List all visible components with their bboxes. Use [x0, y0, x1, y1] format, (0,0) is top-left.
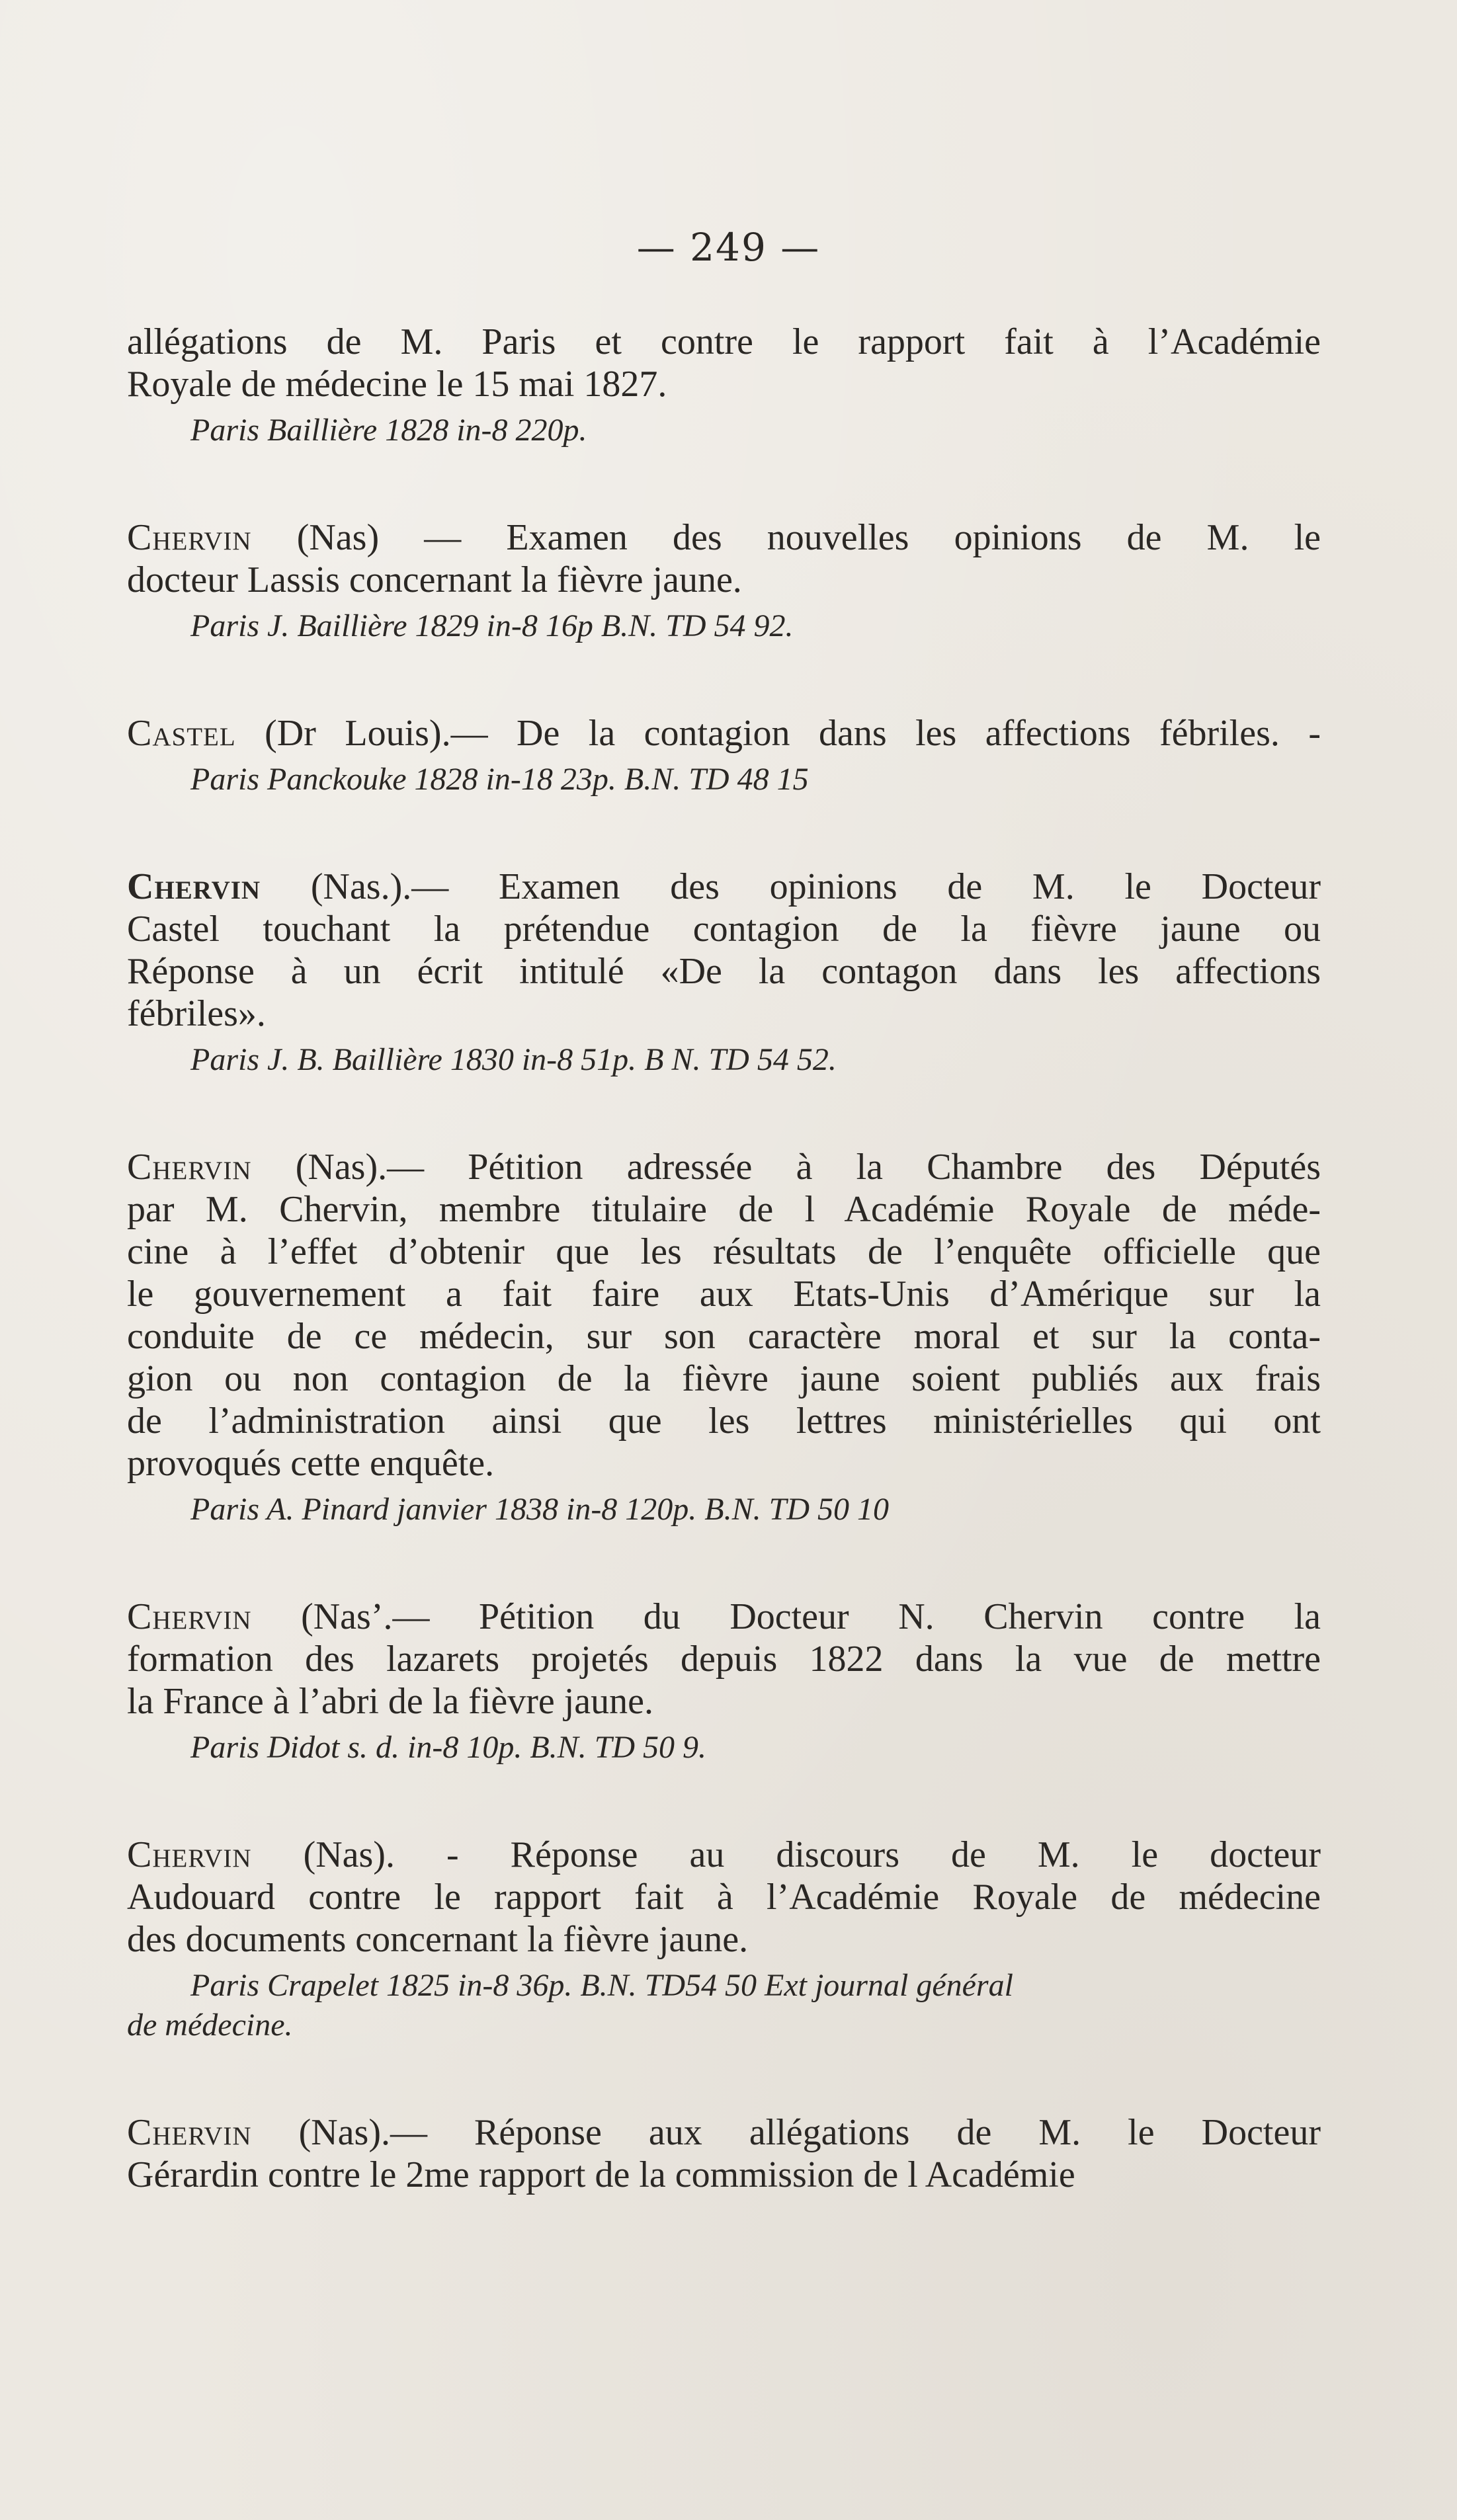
entry-title: (Nas). - Réponse au discours de M. le docteur: [303, 1834, 1321, 1875]
entry-imprint: Paris Didot s. d. in-8 10p. B.N. TD 50 9.: [190, 1730, 707, 1765]
entry-imprint: Paris Baillière 1828 in-8 220p.: [190, 413, 587, 448]
entry-text-line: [127, 866, 1321, 908]
entry-text-line: conduite de ce médecin, sur son caractère moral et sur la conta-: [127, 1316, 1321, 1357]
entry-text-line: [127, 712, 1321, 754]
entry-title: (Nas.).— Examen des opinions de M. le Docteur: [310, 866, 1321, 907]
entry-text-line: provoqués cette enquête.: [127, 1443, 495, 1484]
entry-text-line: le gouvernement a fait faire aux Etats-Unis d’Amérique sur la: [127, 1274, 1321, 1315]
bibliography-entry: [127, 321, 1321, 450]
entry-text-line: Royale de médecine le 15 mai 1827.: [127, 364, 667, 405]
entry-title: (Nas) — Examen des nouvelles opinions de M. le: [296, 517, 1321, 558]
entry-text-line: Réponse à un écrit intitulé «De la contagon dans les affections: [127, 951, 1321, 992]
entry-imprint: Paris Panckouke 1828 in-18 23p. B.N. TD 48 15: [190, 762, 809, 797]
bibliography-entry: [127, 712, 1321, 799]
entry-text-line: des documents concernant la fièvre jaune.: [127, 1919, 749, 1960]
entry-author: Castel: [127, 713, 236, 754]
entry-text-line: fébriles».: [127, 993, 266, 1034]
entry-text-line: [127, 516, 1321, 559]
entry-text-line: de l’administration ainsi que les lettres ministérielles qui ont: [127, 1401, 1321, 1442]
bibliography-entry: [127, 1834, 1321, 2045]
bibliography-entry: [127, 866, 1321, 1080]
entry-text-line: Audouard contre le rapport fait à l’Académie Royale de médecine: [127, 1877, 1321, 1918]
entry-text-line: docteur Lassis concernant la fièvre jaune.: [127, 559, 742, 600]
entry-text-line: Castel touchant la prétendue contagion de la fièvre jaune ou: [127, 909, 1321, 950]
entry-title: (Nas).— Réponse aux allégations de M. le Docteur: [298, 2112, 1321, 2153]
bibliography-entry: [127, 1596, 1321, 1768]
bibliography-entry: [127, 2111, 1321, 2196]
entry-title: (Dr Louis).— De la contagion dans les affections fébriles. -: [265, 713, 1321, 754]
entry-title: (Nas).— Pétition adressée à la Chambre des Députés: [295, 1147, 1321, 1188]
entry-author: Chervin: [127, 2112, 252, 2153]
entry-text-line: [127, 1596, 1321, 1638]
entry-title: (Nas’.— Pétition du Docteur N. Chervin contre la: [301, 1596, 1321, 1637]
entry-imprint: de médecine.: [127, 2008, 293, 2043]
entry-text-line: [127, 1146, 1321, 1188]
entry-text-line: par M. Chervin, membre titulaire de l Académie Royale de méde-: [127, 1189, 1321, 1230]
entry-text-line: Gérardin contre le 2me rapport de la commission de l Académie: [127, 2154, 1075, 2195]
entry-author: Chervin: [127, 1147, 252, 1188]
entry-text-line: [127, 1834, 1321, 1876]
entry-imprint: Paris A. Pinard janvier 1838 in-8 120p. B.N. TD 50 10: [190, 1492, 889, 1527]
entry-text-line: gion ou non contagion de la fièvre jaune soient publiés aux frais: [127, 1358, 1321, 1399]
page-number: — 249 —: [636, 225, 821, 270]
entry-text-line: allégations de M. Paris et contre le rapport fait à l’Académie: [127, 321, 1321, 362]
entry-imprint: Paris J. B. Baillière 1830 in-8 51p. B N. TD 54 52.: [190, 1042, 837, 1077]
entry-imprint: Paris Crapelet 1825 in-8 36p. B.N. TD54 50 Ext journal général: [190, 1968, 1013, 2003]
bibliography-entry: [127, 516, 1321, 646]
entry-author: Chervin: [127, 866, 261, 907]
bibliography-column: [127, 321, 1321, 2262]
entry-text-line: cine à l’effet d’obtenir que les résultats de l’enquête officielle que: [127, 1231, 1321, 1272]
entry-imprint: Paris J. Baillière 1829 in-8 16p B.N. TD 54 92.: [190, 608, 794, 643]
entry-author: Chervin: [127, 1596, 252, 1637]
entry-author: Chervin: [127, 517, 252, 558]
bibliography-entry: [127, 1146, 1321, 1529]
entry-author: Chervin: [127, 1834, 252, 1875]
entry-text-line: [127, 2111, 1321, 2154]
entry-text-line: la France à l’abri de la fièvre jaune.: [127, 1681, 654, 1722]
entry-text-line: formation des lazarets projetés depuis 1822 dans la vue de mettre: [127, 1639, 1321, 1680]
